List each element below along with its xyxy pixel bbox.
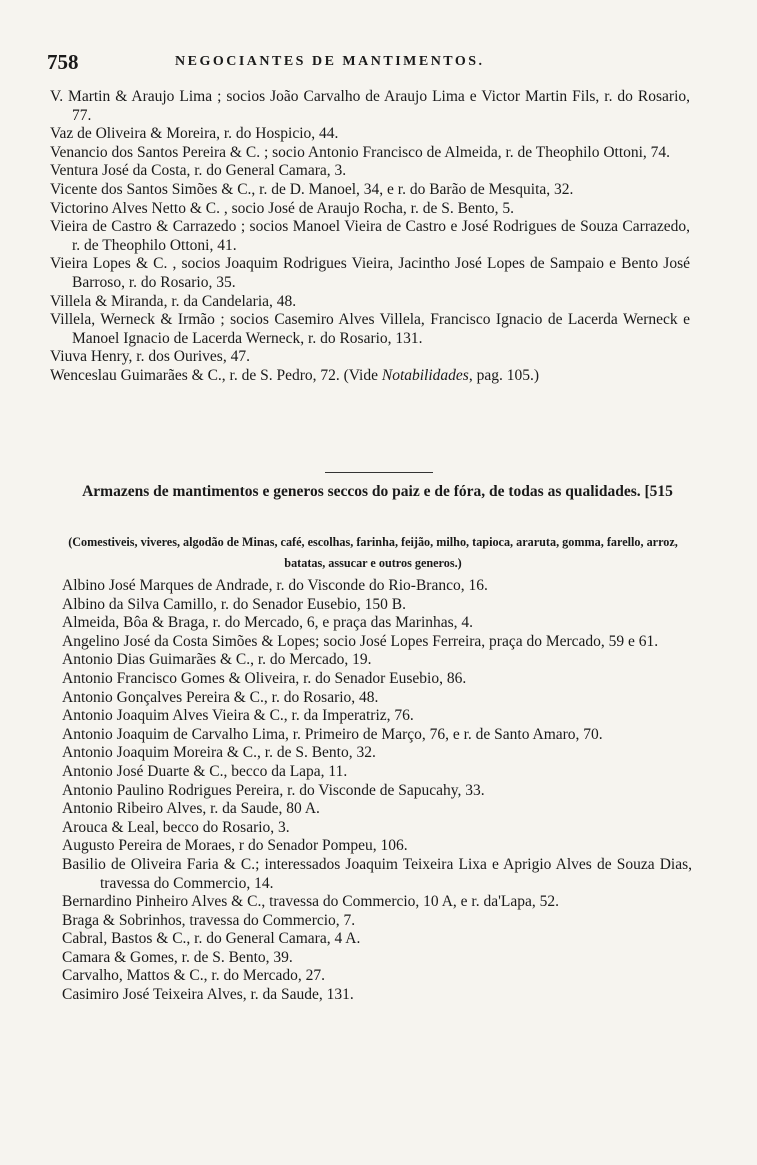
list-entry: Antonio Paulino Rodrigues Pereira, r. do Visconde de Sapucahy, 33. [62,781,485,799]
list-entry: Antonio José Duarte & C., becco da Lapa, 11. [62,762,348,780]
list-entry: Vieira de Castro & Carrazedo ; socios Manoel Vieira de Castro e José Rodrigues de Souza Carrazedo, r. de Theophilo Ottoni, 41. [50,218,690,254]
list-entry: Angelino José da Costa Simões & Lopes; socio José Lopes Ferreira, praça do Mercado, 59 e 61. [62,632,659,650]
list-entry: Vaz de Oliveira & Moreira, r. do Hospicio, 44. [50,125,339,143]
list-entry-wenceslau [50,367,690,386]
list-entry: Casimiro José Teixeira Alves, r. da Saude, 131. [62,986,354,1004]
list-entry: Venancio dos Santos Pereira & C. ; socio Antonio Francisco de Almeida, r. de Theophilo Ottoni, 74. [50,143,671,161]
list-entry: Arouca & Leal, becco do Rosario, 3. [62,818,290,836]
list-entry: Antonio Dias Guimarães & C., r. do Mercado, 19. [62,651,372,669]
running-head: NEGOCIANTES DE MANTIMENTOS. [175,54,485,69]
list-entry: Basilio de Oliveira Faria & C.; interessados Joaquim Teixeira Lixa e Aprigio Alves de Souza Dias, travessa do Commercio, 14. [62,855,692,892]
list-entry: Augusto Pereira de Moraes, r do Senador Pompeu, 106. [62,837,408,855]
section-divider [325,472,433,473]
merchant-list-v-w [50,88,690,386]
list-entry: Antonio Joaquim de Carvalho Lima, r. Primeiro de Março, 76, e r. de Santo Amaro, 70. [62,725,603,743]
list-entry: Ventura José da Costa, r. do General Camara, 3. [50,162,347,180]
list-entry: Almeida, Bôa & Braga, r. do Mercado, 6, e praça das Marinhas, 4. [62,614,474,632]
list-entry: Villela & Miranda, r. da Candelaria, 48. [50,292,297,310]
list-entry: Camara & Gomes, r. de S. Bento, 39. [62,948,293,966]
list-entry: Antonio Ribeiro Alves, r. da Saude, 80 A. [62,800,320,818]
list-entry: Braga & Sobrinhos, travessa do Commercio, 7. [62,911,356,929]
page-header [47,50,687,74]
list-entry: Cabral, Bastos & C., r. do General Camara, 4 A. [62,930,361,948]
list-entry: Victorino Alves Netto & C. , socio José de Araujo Rocha, r. de S. Bento, 5. [50,199,515,217]
entry-text: Wenceslau Guimarães & C., r. de S. Pedro, 72. (Vide [50,366,382,384]
page-number: 758 [47,50,79,74]
list-entry: Vicente dos Santos Simões & C., r. de D. Manoel, 34, e r. do Barão de Mesquita, 32. [50,180,574,198]
section-title: Armazens de mantimentos e generos seccos do paiz e de fóra, de todas as qualidades. [515 [82,483,673,500]
list-entry: Antonio Joaquim Moreira & C., r. de S. Bento, 32. [62,744,376,762]
list-entry: V. Martin & Araujo Lima ; socios João Carvalho de Araujo Lima e Victor Martin Fils, r. do Rosario, 77. [50,88,690,124]
section-note: (Comestiveis, viveres, algodão de Minas, café, escolhas, farinha, feijão, milho, tapioca, araruta, gomma, farello, arroz, batatas, assucar e outros generos.) [68,535,678,570]
list-entry: Viuva Henry, r. dos Ourives, 47. [50,348,250,366]
list-entry: Vieira Lopes & C. , socios Joaquim Rodrigues Vieira, Jacintho José Lopes de Sampaio e Bento José Barroso, r. do Rosario, 35. [50,255,690,291]
list-entry: Antonio Joaquim Alves Vieira & C., r. da Imperatriz, 76. [62,707,414,725]
list-entry: Albino José Marques de Andrade, r. do Visconde do Rio-Branco, 16. [62,577,488,594]
warehouse-list [62,577,692,1005]
list-entry: Carvalho, Mattos & C., r. do Mercado, 27. [62,967,326,985]
cross-reference-italic: Notabilidades [381,366,469,384]
list-entry: Antonio Gonçalves Pereira & C., r. do Rosario, 48. [62,688,379,706]
list-entry: Villela, Werneck & Irmão ; socios Casemiro Alves Villela, Francisco Ignacio de Lacerda Werneck e Manoel Ignacio de Lacerda Werneck, r. do Rosario, 131. [50,311,690,347]
list-entry: Antonio Francisco Gomes & Oliveira, r. do Senador Eusebio, 86. [62,669,467,687]
entry-tail: , pag. 105.) [468,366,540,384]
list-entry: Bernardino Pinheiro Alves & C., travessa do Commercio, 10 A, e r. da'Lapa, 52. [62,893,559,911]
list-entry: Albino da Silva Camillo, r. do Senador Eusebio, 150 B. [62,595,406,613]
